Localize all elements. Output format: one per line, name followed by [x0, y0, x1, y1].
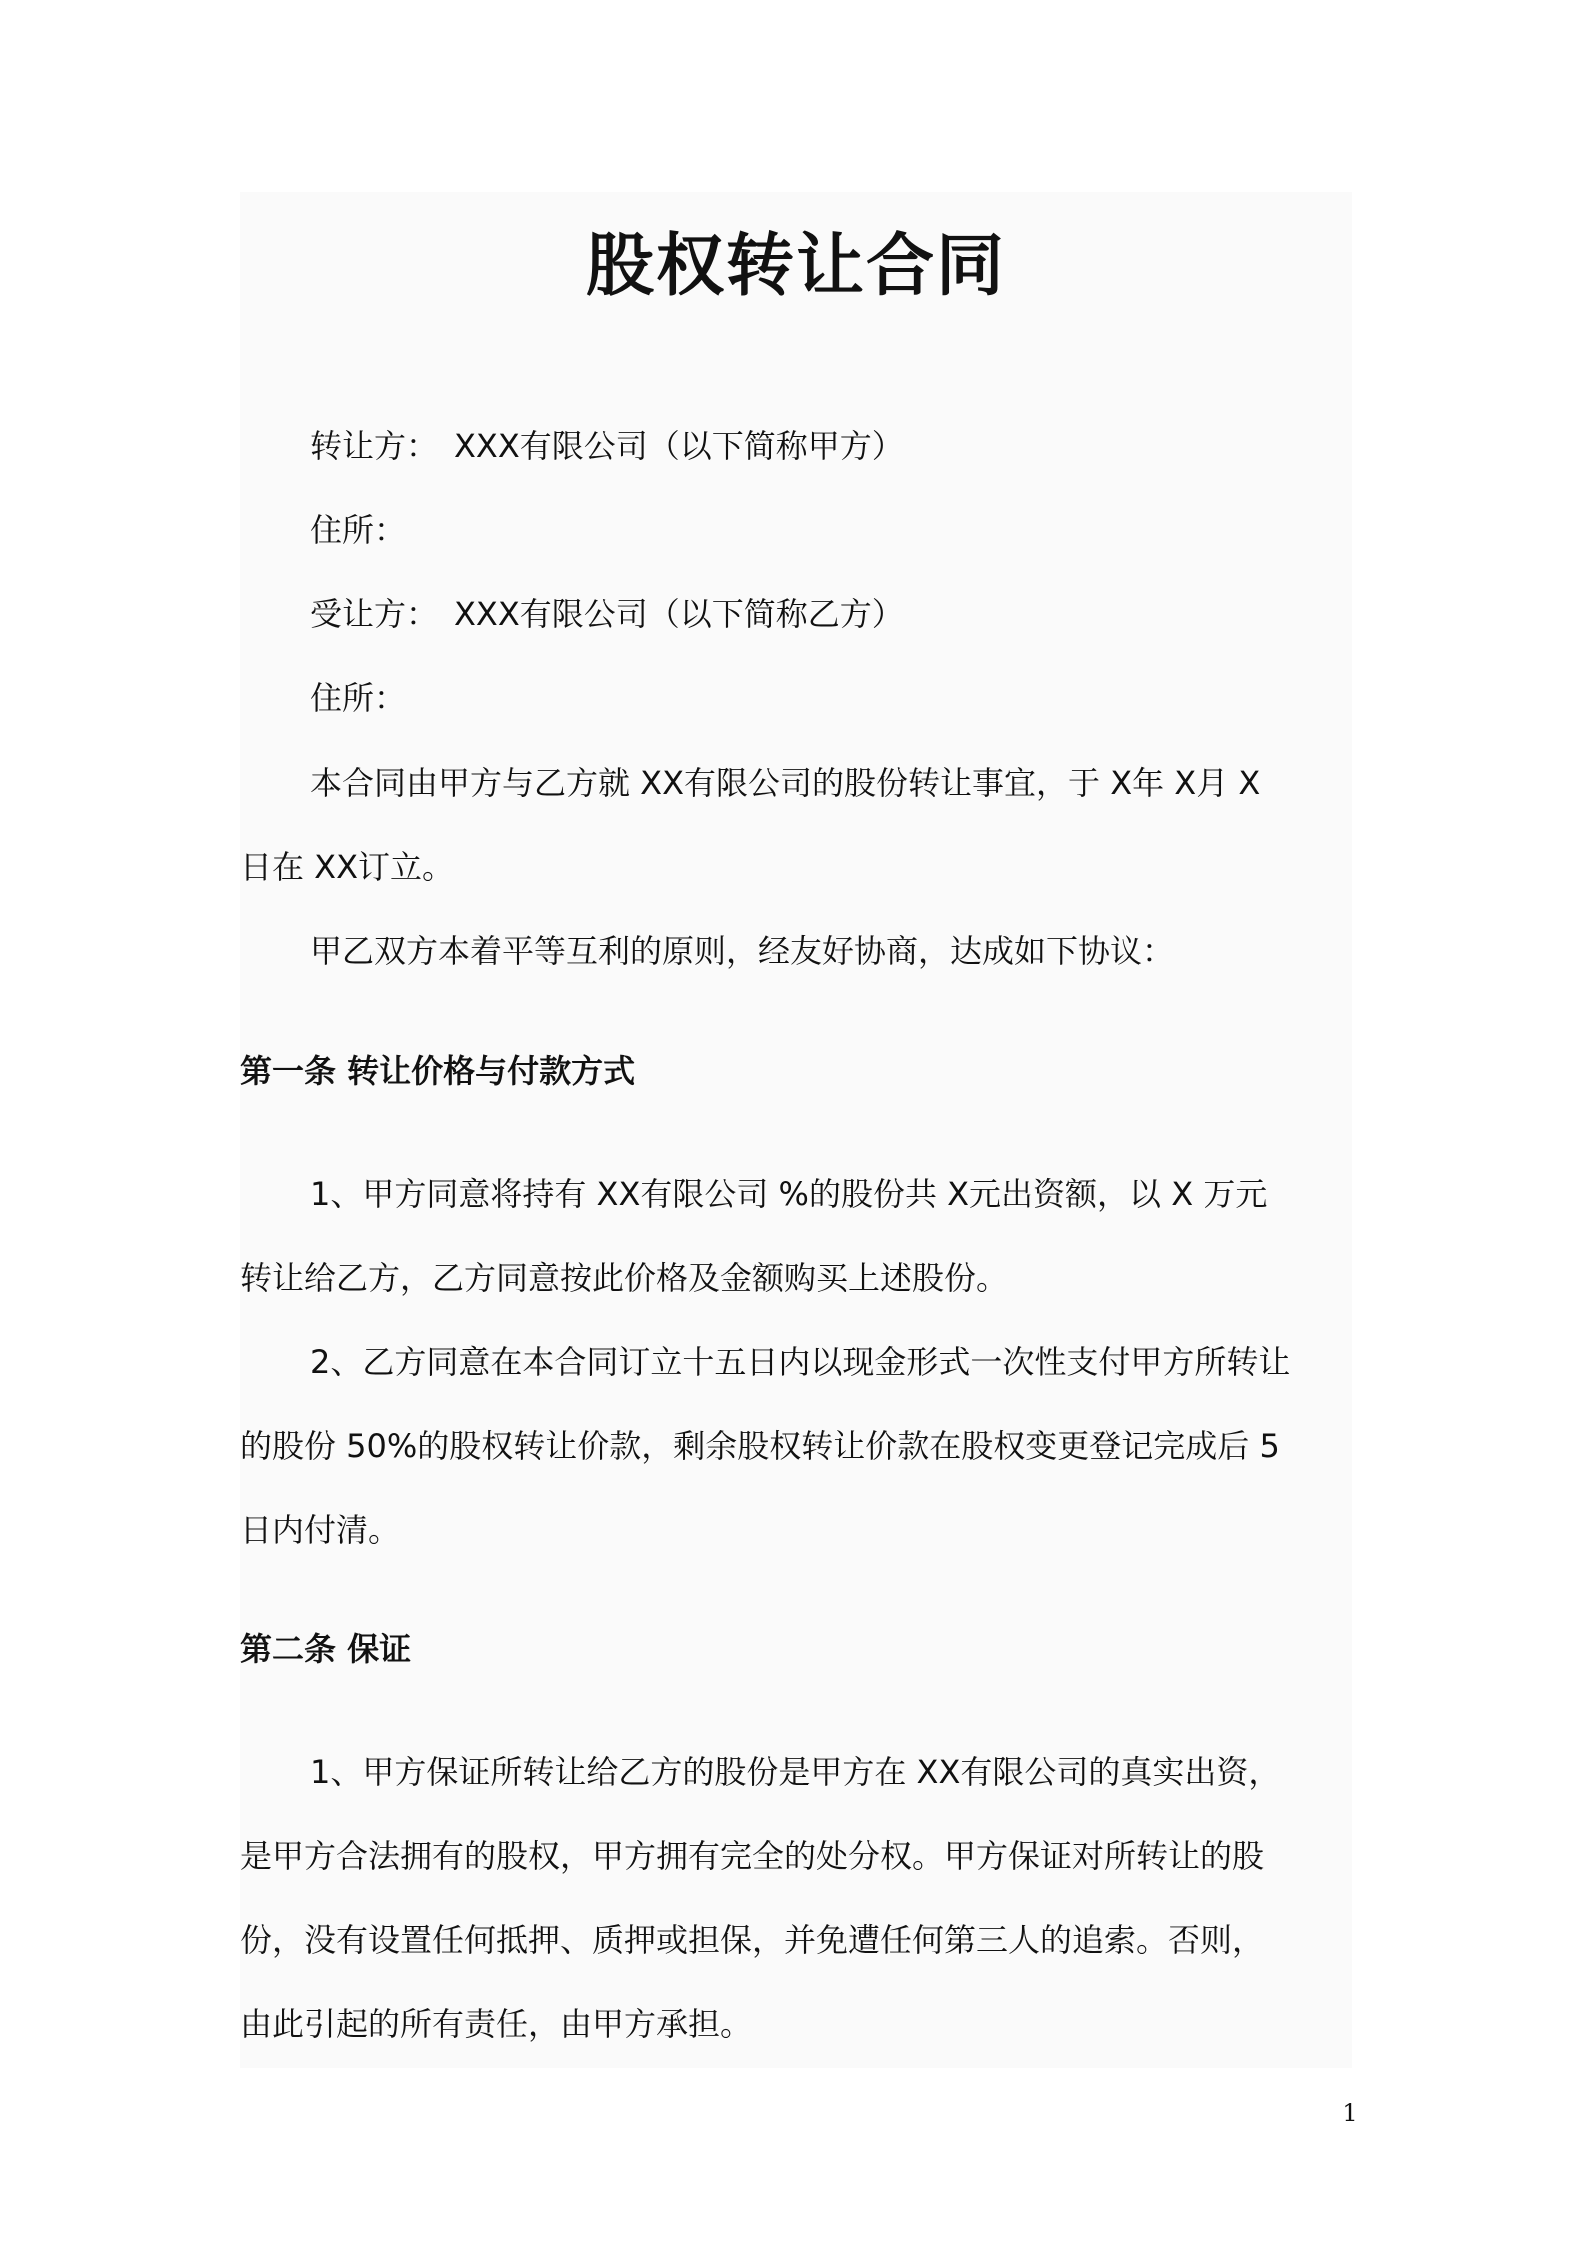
agreement-paragraph: 甲乙双方本着平等互利的原则，经友好协商，达成如下协议： — [310, 932, 1175, 970]
article-1-paragraph-line: 1、甲方同意将持有 XX有限公司 %的股份共 X元出资额，以 X 万元 — [310, 1175, 1268, 1213]
page-number: 1 — [1342, 2099, 1358, 2127]
article-1-paragraph-line: 2、乙方同意在本合同订立十五日内以现金形式一次性支付甲方所转让 — [310, 1343, 1291, 1381]
article-1-heading: 第一条 转让价格与付款方式 — [240, 1052, 636, 1090]
article-2-paragraph-line: 是甲方合法拥有的股权，甲方拥有完全的处分权。甲方保证对所转让的股 — [240, 1837, 1265, 1875]
document-title: 股权转让合同 — [585, 227, 1006, 306]
article-1-paragraph-line: 日内付清。 — [240, 1511, 401, 1549]
article-2-paragraph-line: 1、甲方保证所转让给乙方的股份是甲方在 XX有限公司的真实出资， — [310, 1753, 1281, 1791]
article-1-paragraph-line: 的股份 50%的股权转让价款，剩余股权转让价款在股权变更登记完成后 5 — [240, 1427, 1280, 1465]
article-2-paragraph-line: 由此引起的所有责任，由甲方承担。 — [240, 2005, 753, 2043]
transferor-address: 住所： — [310, 511, 407, 549]
intro-paragraph-line: 本合同由甲方与乙方就 XX有限公司的股份转让事宜，于 X年 X月 X — [310, 764, 1261, 802]
transferee-line: 受让方： XXX有限公司（以下简称乙方） — [310, 595, 904, 633]
article-2-heading: 第二条 保证 — [240, 1630, 412, 1668]
transferee-address: 住所： — [310, 679, 407, 717]
article-1-paragraph-line: 转让给乙方，乙方同意按此价格及金额购买上述股份。 — [240, 1259, 1009, 1297]
article-2-paragraph-line: 份，没有设置任何抵押、质押或担保，并免遭任何第三人的追索。否则， — [240, 1921, 1265, 1959]
intro-paragraph-line: 日在 XX订立。 — [240, 848, 455, 886]
transferor-line: 转让方： XXX有限公司（以下简称甲方） — [310, 427, 904, 465]
